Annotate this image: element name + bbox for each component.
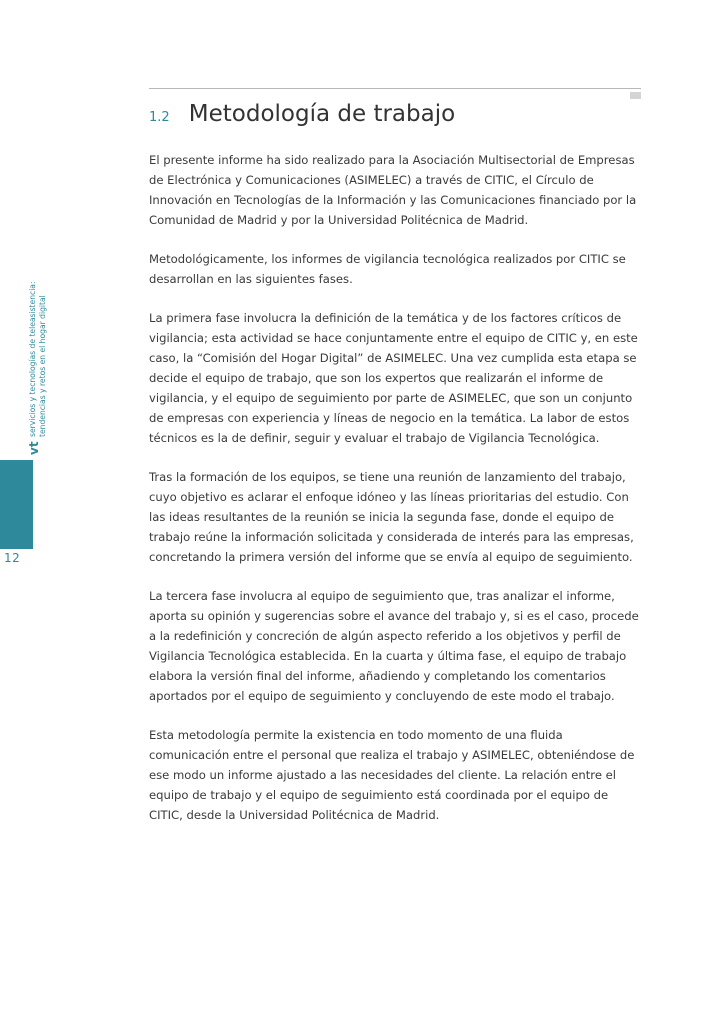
paragraph-1: El presente informe ha sido realizado para la Asociación Multisectorial de Empresas de Electrónica y Comunicaciones (ASIMELEC) a través de CITIC, el Círculo de Innovación en Tecnologías de la Información y las Comunicaciones financiado por la Comunidad de Madrid y por la Universidad Politécnica de Madrid. bbox=[149, 153, 637, 227]
header-rule bbox=[149, 88, 641, 89]
running-header bbox=[28, 281, 47, 455]
page-number: 12 bbox=[4, 551, 21, 565]
paragraph-3: La primera fase involucra la definición de la temática y de los factores críticos de vigilancia; esta actividad se hace conjuntamente entre el equipo de CITIC y, en este caso, la “Comisión del Hogar Digital” de ASIMELEC. Una vez cumplida esta etapa se decide el equipo de trabajo, que son los expertos que realizarán el informe de vigilancia, y el equipo de seguimiento por parte de ASIMELEC, que son un conjunto de empresas con experiencia y líneas de negocio en la temática. La labor de estos técnicos es la de definir, seguir y evaluar el trabajo de Vigilancia Tecnológica. bbox=[149, 311, 638, 445]
paragraph-2: Metodológicamente, los informes de vigilancia tecnológica realizados por CITIC se desarrollan en las siguientes fases. bbox=[149, 252, 626, 286]
header-marker bbox=[630, 92, 641, 99]
body-text bbox=[149, 150, 644, 844]
sidebar-color-block bbox=[0, 460, 33, 549]
section-heading: Metodología de trabajo bbox=[188, 101, 456, 127]
section-number: 1.2 bbox=[149, 110, 170, 125]
running-header-line-1: servicios y tecnologías de teleasistencia: bbox=[28, 281, 37, 438]
vt-logo: vt bbox=[27, 441, 41, 455]
paragraph-6: Esta metodología permite la existencia en todo momento de una fluida comunicación entre el personal que realiza el trabajo y ASIMELEC, obteniéndose de ese modo un informe ajustado a las necesidades del cliente. La relación entre el equipo de trabajo y el equipo de seguimiento está coordinada por el equipo de CITIC, desde la Universidad Politécnica de Madrid. bbox=[149, 728, 635, 822]
section-title bbox=[149, 101, 455, 127]
running-header-text bbox=[28, 281, 47, 437]
paragraph-4: Tras la formación de los equipos, se tiene una reunión de lanzamiento del trabajo, cuyo objetivo es aclarar el enfoque idóneo y las líneas prioritarias del estudio. Con las ideas resultantes de la reunión se inicia la segunda fase, donde el equipo de trabajo reúne la información solicitada y considerada de interés para las empresas, concretando la primera versión del informe que se envía al equipo de seguimiento. bbox=[149, 470, 634, 564]
running-header-line-2: tendencias y retos en el hogar digital bbox=[37, 295, 47, 438]
paragraph-5: La tercera fase involucra al equipo de seguimiento que, tras analizar el informe, aporta su opinión y sugerencias sobre el avance del trabajo y, si es el caso, procede a la redefinición y concreción de algún aspecto referido a los objetivos y perfil de Vigilancia Tecnológica establecida. En la cuarta y última fase, el equipo de trabajo elabora la versión final del informe, añadiendo y completando los comentarios aportados por el equipo de seguimiento y concluyendo de este modo el trabajo. bbox=[149, 589, 639, 703]
